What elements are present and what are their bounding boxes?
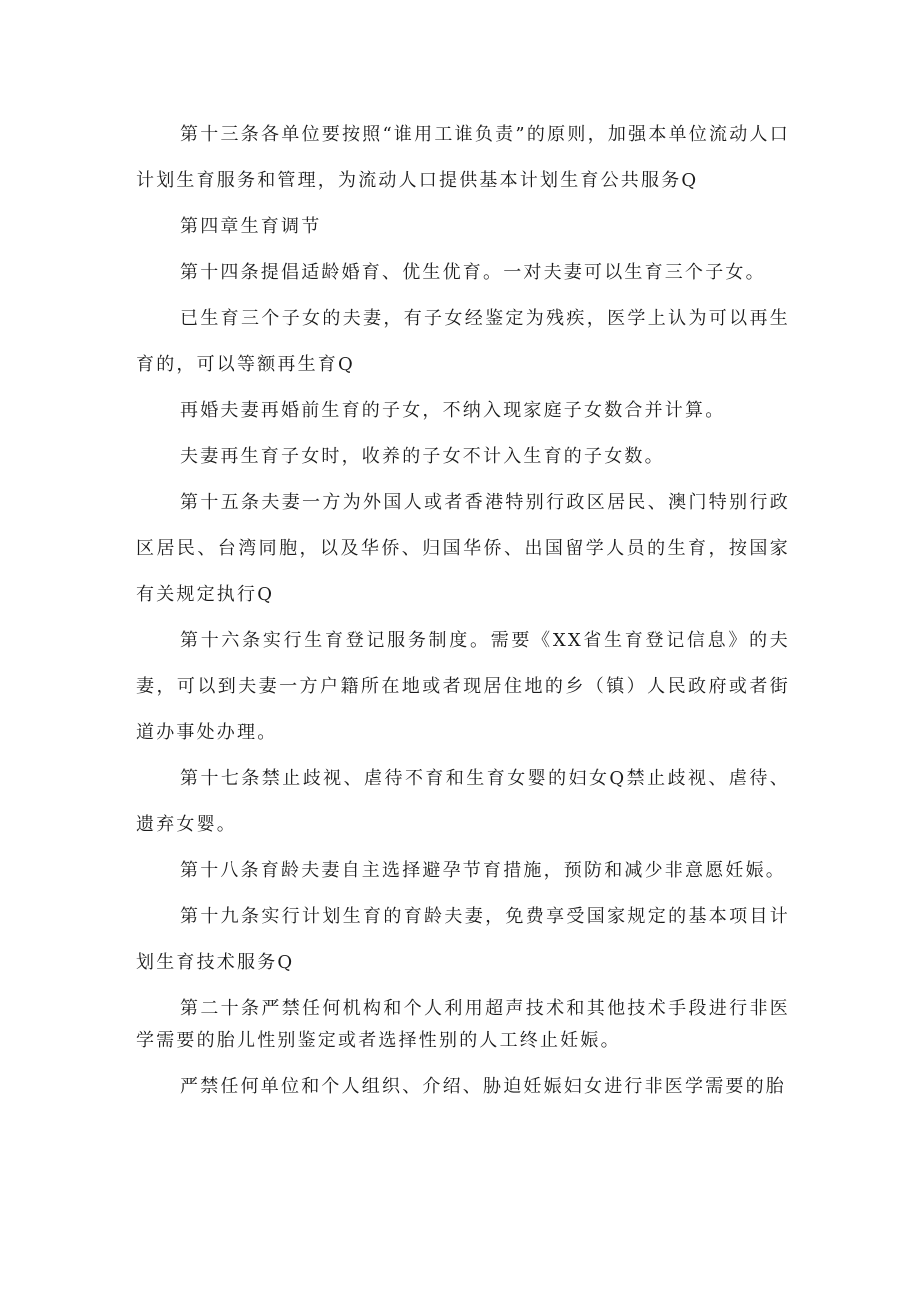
article-20-clause-2: 严禁任何单位和个人组织、介绍、胁迫妊娠妇女进行非医学需要的胎 — [180, 1076, 786, 1097]
article-16: 第十六条实行生育登记服务制度。需要《XX省生育登记信息》的夫妻，可以到夫妻一方户籍所在地或者现居住地的乡（镇）人民政府或者街道办事处办理。 — [136, 630, 790, 743]
article-14-clause-2: 已生育三个子女的夫妻，有子女经鉴定为残疾，医学上认为可以再生育的，可以等额再生育Q — [136, 308, 790, 375]
article-15: 第十五条夫妻一方为外国人或者香港特别行政区居民、澳门特别行政区居民、台湾同胞，以及华侨、归国华侨、出国留学人员的生育，按国家有关规定执行Q — [136, 492, 790, 605]
article-14-clause-3: 再婚夫妻再婚前生育的子女，不纳入现家庭子女数合并计算。 — [180, 400, 726, 421]
article-14-clause-4: 夫妻再生育子女时，收养的子女不计入生育的子女数。 — [180, 446, 665, 467]
article-19: 第十九条实行计划生育的育龄夫妻，免费享受国家规定的基本项目计划生育技术服务Q — [136, 906, 790, 973]
article-14: 第十四条提倡适龄婚育、优生优育。一对夫妻可以生育三个子女。 — [180, 262, 766, 283]
document-body — [136, 112, 790, 1110]
article-20: 第二十条严禁任何机构和个人利用超声技术和其他技术手段进行非医学需要的胎儿性别鉴定或者选择性别的人工终止妊娠。 — [136, 998, 790, 1051]
chapter-4-heading: 第四章生育调节 — [180, 216, 322, 237]
article-17: 第十七条禁止歧视、虐待不育和生育女婴的妇女Q禁止歧视、虐待、遗弃女婴。 — [136, 768, 790, 835]
article-18: 第十八条育龄夫妻自主选择避孕节育措施，预防和减少非意愿妊娠。 — [180, 860, 786, 881]
article-13: 第十三条各单位要按照“谁用工谁负责”的原则，加强本单位流动人口计划生育服务和管理，为流动人口提供基本计划生育公共服务Q — [136, 124, 790, 191]
